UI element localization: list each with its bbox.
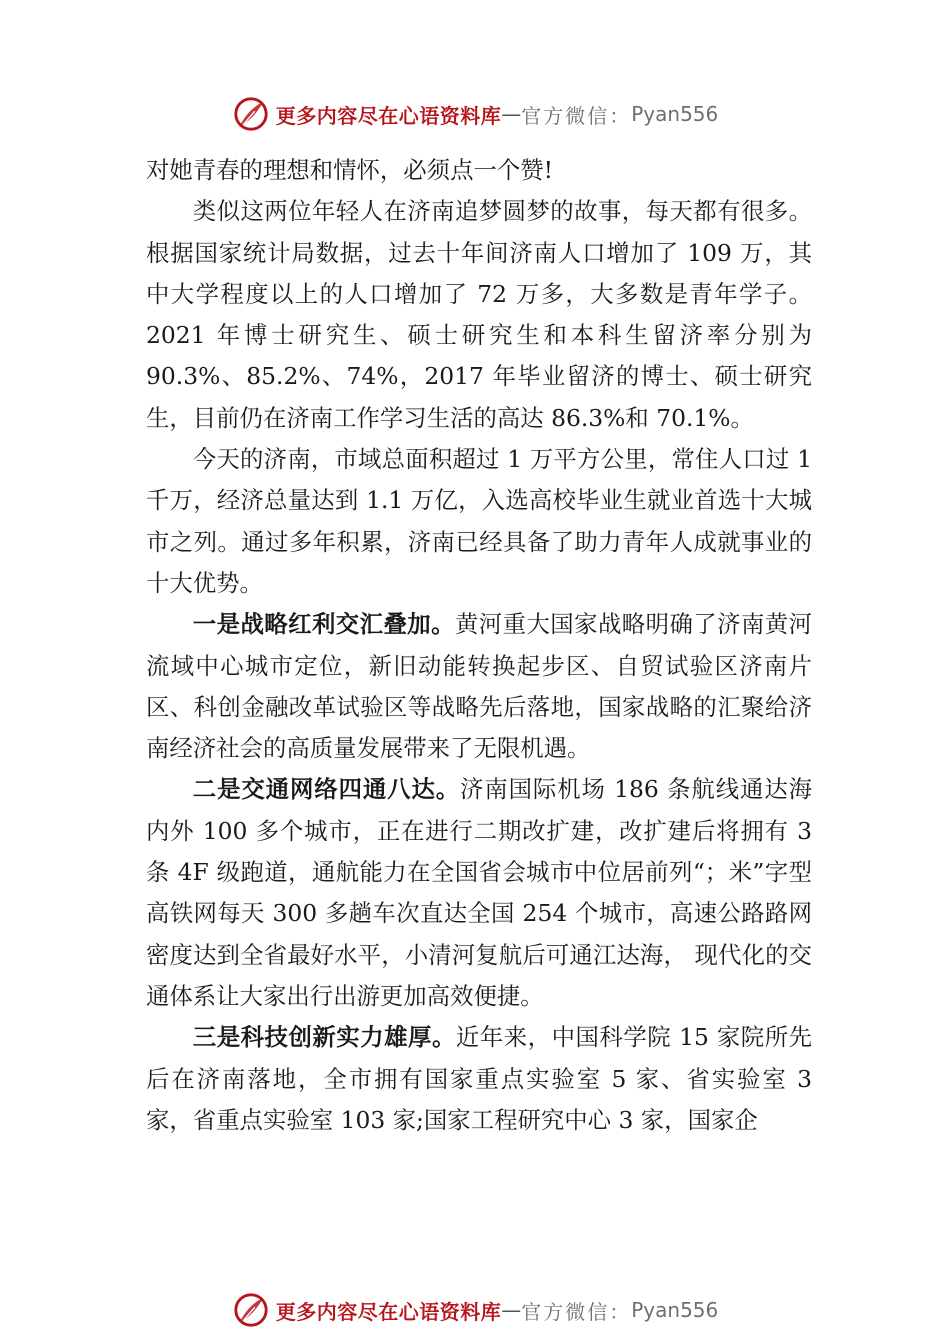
paragraph-6 [146, 1017, 812, 1141]
paragraph-text: 近年来，中国科学院 15 家院所先后在济南落地，全市拥有国家重点实验室 5 家、省实验室 3 家，省重点实验室 103 家;国家工程研究中心 3 家，国家企 [146, 1023, 813, 1134]
paragraph-text: 对她青春的理想和情怀，必须点一个赞! [146, 156, 554, 184]
footer-banner [0, 1290, 950, 1330]
document-body [146, 150, 812, 1141]
banner-wechat-account: Pyan556 [631, 1298, 719, 1322]
paragraph-text: 黄河重大国家战略明确了济南黄河流域中心城市定位，新旧动能转换起步区、自贸试验区济南片区、科创金融改革试验区等战略先后落地，国家战略的汇聚给济南经济社会的高质量发展带来了无限机遇。 [146, 610, 813, 763]
paragraph-1 [146, 150, 812, 191]
banner-separator: — [501, 1298, 522, 1322]
paragraph-text: 济南国际机场 186 条航线通达海内外 100 多个城市，正在进行二期改扩建，改扩建后将拥有 3 条 4F 级跑道，通航能力在全国省会城市中位居前列“；米”字型高铁网每天 300 多趟车次直达全国 254 个城市，高速公路路网密度达到全省最好水平，小清河复航后可通江达海， 现代化的交通体系让大家出行出游更加高效便捷。 [146, 775, 813, 1010]
paragraph-4 [146, 604, 812, 769]
banner-site-text: 更多内容尽在心语资料库 [275, 103, 502, 128]
quill-logo-icon [232, 1291, 270, 1329]
banner-site-text: 更多内容尽在心语资料库 [275, 1299, 502, 1324]
paragraph-heading: 一是战略红利交汇叠加。 [192, 610, 455, 639]
header-banner [0, 94, 950, 134]
banner-separator: — [501, 102, 522, 126]
quill-logo-icon [232, 95, 270, 133]
paragraph-3 [146, 439, 812, 604]
paragraph-heading: 三是科技创新实力雄厚。 [192, 1023, 456, 1052]
banner-wechat-account: Pyan556 [631, 102, 719, 126]
paragraph-heading: 二是交通网络四通八达。 [192, 775, 461, 804]
paragraph-text: 类似这两位年轻人在济南追梦圆梦的故事，每天都有很多。根据国家统计局数据，过去十年间济南人口增加了 109 万，其中大学程度以上的人口增加了 72 万多，大多数是青年学子。2021 年博士研究生、硕士研究生和本科生留济率分别为 90.3%、85.2%、74%，2017 年毕业留济的博士、硕士研究生，目前仍在济南工作学习生活的高达 86.3%和 70.1%。 [146, 197, 812, 432]
banner-wechat-label: 官方微信： [521, 103, 632, 128]
paragraph-2 [146, 191, 812, 439]
paragraph-5 [146, 769, 812, 1017]
paragraph-text: 今天的济南，市域总面积超过 1 万平方公里，常住人口过 1 千万，经济总量达到 1.1 万亿，入选高校毕业生就业首选十大城市之列。通过多年积累，济南已经具备了助力青年人成就事业的十大优势。 [146, 445, 812, 597]
banner-wechat-label: 官方微信： [521, 1299, 632, 1324]
